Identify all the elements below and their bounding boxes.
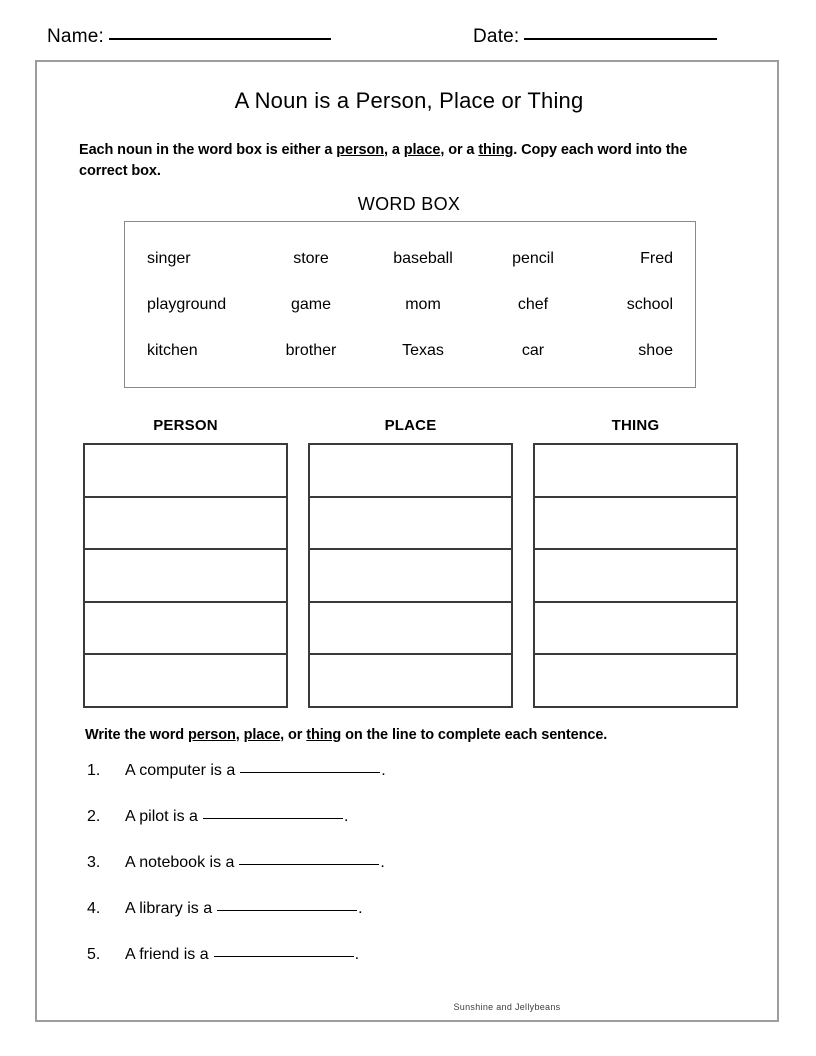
- category-headers: [37, 417, 781, 439]
- sentence-text: [125, 900, 363, 918]
- sorting-cell[interactable]: [535, 445, 736, 498]
- sentence-item: [37, 854, 781, 900]
- sorting-tables: [37, 443, 781, 708]
- word-box-word: playground: [147, 296, 227, 313]
- instruction-secondary-thing: thing: [306, 727, 342, 743]
- word-box-word: baseball: [393, 250, 453, 267]
- sentence-item: [37, 900, 781, 946]
- instruction-secondary-part-1: Write the word: [85, 727, 188, 743]
- sorting-cell[interactable]: [85, 603, 286, 656]
- sentence-answer-blank[interactable]: [203, 818, 343, 819]
- word-box-word: kitchen: [147, 342, 198, 359]
- date-write-line[interactable]: [524, 38, 717, 40]
- sorting-cell[interactable]: [85, 445, 286, 498]
- word-box-row: [147, 282, 673, 328]
- category-header-thing: THING: [611, 417, 660, 434]
- instruction-primary-person: person: [336, 142, 384, 158]
- sentence-text: [125, 808, 348, 826]
- instruction-primary: [79, 140, 734, 181]
- sorting-cell[interactable]: [85, 655, 286, 706]
- sentence-text: [125, 854, 385, 872]
- word-box-row: [147, 236, 673, 282]
- sentence-number: 4.: [87, 900, 101, 917]
- sentence-item: [37, 808, 781, 854]
- sorting-column-thing: [533, 443, 738, 708]
- word-box-word: game: [290, 296, 332, 313]
- instruction-secondary-place: place: [243, 727, 281, 743]
- instruction-secondary-part-3: , or: [280, 727, 307, 743]
- word-box-word: brother: [285, 342, 337, 359]
- sorting-column-person: [83, 443, 288, 708]
- sentence-number: 3.: [87, 854, 101, 871]
- footer-credit: Sunshine and Jellybeans: [453, 1002, 561, 1012]
- sentence-period: .: [380, 854, 385, 871]
- instruction-primary-part-4: . Copy each word into the correct box.: [79, 142, 688, 179]
- date-field-group: [473, 26, 717, 48]
- sentence-number: 2.: [87, 808, 101, 825]
- sorting-cell[interactable]: [310, 550, 511, 603]
- page-title: A Noun is a Person, Place or Thing: [234, 88, 584, 113]
- sorting-cell[interactable]: [85, 550, 286, 603]
- sentence-answer-blank[interactable]: [240, 772, 380, 773]
- word-box-word: shoe: [638, 342, 673, 359]
- sorting-cell[interactable]: [310, 445, 511, 498]
- sentence-number: 5.: [87, 946, 101, 963]
- sorting-cell[interactable]: [310, 498, 511, 551]
- sentence-period: .: [343, 808, 349, 825]
- sentence-prompt: A notebook is a: [125, 854, 235, 871]
- sentence-prompt: A library is a: [125, 900, 213, 917]
- instruction-secondary-part-4: on the line to complete each sentence.: [341, 727, 608, 743]
- instruction-primary-thing: thing: [478, 142, 514, 158]
- name-write-line[interactable]: [109, 38, 331, 40]
- instruction-secondary: [85, 727, 755, 743]
- word-box-word: car: [521, 342, 545, 359]
- instruction-primary-part-3: , or a: [440, 142, 479, 158]
- sorting-cell[interactable]: [535, 550, 736, 603]
- word-box-word: Fred: [640, 250, 673, 267]
- sentence-text: [125, 946, 359, 964]
- sentence-period: .: [358, 900, 363, 917]
- sentence-item: [37, 946, 781, 992]
- word-box-title: WORD BOX: [357, 194, 461, 214]
- sentence-text: [125, 762, 386, 780]
- sorting-cell[interactable]: [310, 655, 511, 706]
- sorting-cell[interactable]: [535, 603, 736, 656]
- sorting-cell[interactable]: [535, 498, 736, 551]
- word-box-word: school: [626, 296, 673, 313]
- sentence-answer-blank[interactable]: [214, 956, 354, 957]
- name-date-header: [0, 26, 816, 56]
- sentence-prompt: A pilot is a: [125, 808, 198, 825]
- sorting-cell[interactable]: [310, 603, 511, 656]
- word-box-word: Texas: [402, 342, 444, 359]
- instruction-primary-part-2: , a: [384, 142, 404, 158]
- name-label: Name:: [47, 26, 104, 47]
- sorting-column-place: [308, 443, 513, 708]
- word-box-word: singer: [147, 250, 191, 267]
- category-header-person: PERSON: [153, 417, 218, 434]
- word-box-word: pencil: [512, 250, 554, 267]
- sentence-answer-blank[interactable]: [239, 864, 379, 865]
- instruction-primary-place: place: [403, 142, 441, 158]
- instruction-primary-part-1: Each noun in the word box is either a: [79, 142, 337, 158]
- sorting-cell[interactable]: [535, 655, 736, 706]
- instruction-secondary-part-2: ,: [235, 727, 244, 743]
- category-header-place: PLACE: [384, 417, 437, 434]
- date-label: Date:: [473, 26, 520, 47]
- sentence-number: 1.: [87, 762, 101, 779]
- word-box-word: chef: [517, 296, 549, 313]
- worksheet-page-frame: [35, 60, 779, 1022]
- instruction-secondary-person: person: [187, 727, 236, 743]
- sentence-list: [37, 762, 781, 992]
- sentence-answer-blank[interactable]: [217, 910, 357, 911]
- sentence-period: .: [381, 762, 386, 779]
- sorting-cell[interactable]: [85, 498, 286, 551]
- sentence-item: [37, 762, 781, 808]
- word-box-row: [147, 328, 673, 374]
- name-field-group: [47, 26, 331, 48]
- sentence-period: .: [354, 946, 360, 963]
- word-box: [124, 221, 696, 388]
- sentence-prompt: A computer is a: [125, 762, 236, 779]
- word-box-word: store: [293, 250, 329, 267]
- word-box-word: mom: [405, 296, 441, 313]
- sentence-prompt: A friend is a: [125, 946, 209, 963]
